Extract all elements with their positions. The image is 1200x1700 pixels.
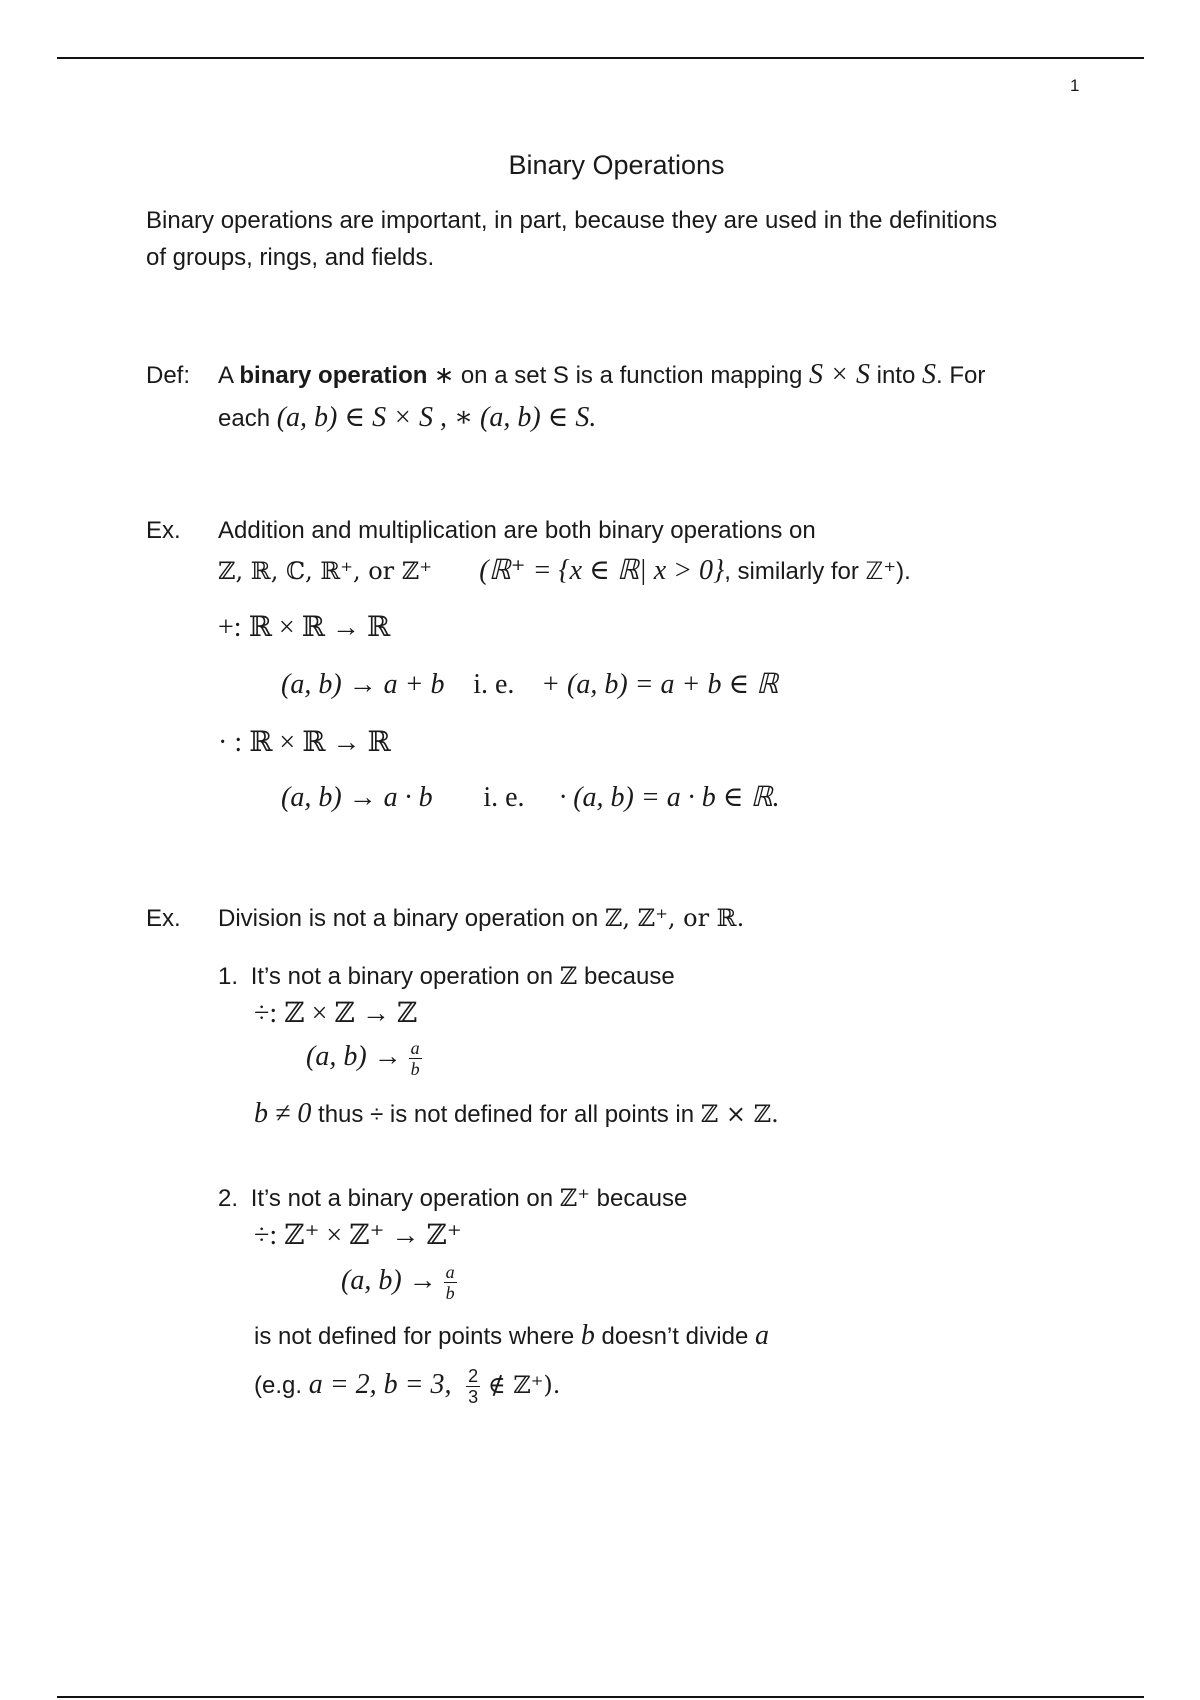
plus-result: + (a, b) = a + b ∈ ℝ <box>541 669 779 700</box>
item2-line-4 <box>254 1318 769 1355</box>
item2-line5-a: (e.g. <box>254 1371 309 1399</box>
page-title: Binary Operations <box>508 150 725 180</box>
item1-rule: (a, b) → <box>306 1040 409 1072</box>
item1-heading <box>218 958 675 995</box>
item2-line5-frac-num: 2 <box>468 1366 479 1386</box>
item1-frac-num: a <box>410 1038 420 1058</box>
item2-line4-d: a <box>754 1320 769 1351</box>
definition-line-2 <box>218 400 596 437</box>
example2-line-1 <box>218 900 744 937</box>
example1-line-1: Addition and multiplication are both binary operations on <box>218 517 816 544</box>
definition-term: binary operation <box>239 362 428 389</box>
item1-rule-line <box>306 1038 422 1079</box>
item1-map: ÷: ℤ × ℤ → ℤ <box>254 998 418 1029</box>
dot-map: · : ℝ × ℝ → ℝ <box>218 727 391 758</box>
example1-similarly: , similarly for ℤ⁺). <box>724 558 911 585</box>
plus-ie: i. e. <box>473 669 515 700</box>
example1-line-2 <box>218 553 911 590</box>
definition-line2-text: each <box>218 405 277 432</box>
dot-ie: i. e. <box>483 782 525 813</box>
definition-math-1: S × S <box>809 359 870 390</box>
item1-cond-set: ℤ × ℤ. <box>700 1100 779 1128</box>
definition-line2-math: (a, b) ∈ S × S , ∗ (a, b) ∈ S. <box>276 402 597 433</box>
plus-rule: (a, b) → a + b <box>281 669 445 700</box>
dot-result: · (a, b) = a · b ∈ ℝ. <box>559 782 780 813</box>
example2-label: Ex. <box>146 905 181 932</box>
item2-text-b: because <box>589 1185 688 1212</box>
definition-text-b: ∗ on a set S is a function mapping <box>427 362 810 389</box>
item2-line5-math: a = 2, b = 3, <box>308 1368 452 1400</box>
plus-map: +: ℝ × ℝ → ℝ <box>218 612 391 643</box>
intro-line-1: Binary operations are important, in part, because they are used in the definitions <box>146 207 998 234</box>
item2-line5-fraction <box>466 1366 480 1407</box>
item2-frac-num: a <box>445 1262 455 1282</box>
definition-text-d: . For <box>935 362 986 389</box>
page-number: 1 <box>1070 76 1080 95</box>
definition-line-1 <box>218 357 985 394</box>
item1-cond-math: b ≠ 0 <box>254 1098 312 1129</box>
definition-text-c: into <box>869 362 922 389</box>
item2-rule: (a, b) → <box>341 1264 444 1296</box>
item1-set: ℤ <box>559 962 578 990</box>
item2-line4-a: is not defined for points where <box>254 1323 581 1350</box>
item2-set: ℤ⁺ <box>559 1184 590 1212</box>
item1-fraction <box>409 1038 422 1079</box>
item2-line-5 <box>254 1366 560 1407</box>
item2-line4-c: doesn’t divide <box>594 1323 755 1350</box>
bottom-rule <box>57 1696 1144 1698</box>
intro-line-2: of groups, rings, and fields. <box>146 244 435 271</box>
dot-rule-line <box>281 780 780 817</box>
plus-rule-line <box>281 667 778 704</box>
dot-rule: (a, b) → a · b <box>281 782 433 813</box>
example2-sets: ℤ, ℤ⁺, or ℝ. <box>604 904 745 932</box>
definition-label: Def: <box>146 362 191 389</box>
example1-rplus-def: (ℝ⁺ = {x ∈ ℝ| x > 0} <box>479 555 725 586</box>
item2-line5-tail: ∉ ℤ⁺). <box>480 1370 561 1399</box>
example1-sets: ℤ, ℝ, ℂ, ℝ⁺, or ℤ⁺ <box>218 557 432 585</box>
definition-math-2: S <box>921 359 936 390</box>
item2-text-a: It’s not a binary operation on <box>250 1185 560 1212</box>
example1-label: Ex. <box>146 517 181 544</box>
item2-map: ÷: ℤ⁺ × ℤ⁺ → ℤ⁺ <box>254 1220 462 1251</box>
item1-condition <box>254 1096 779 1133</box>
item2-line5-frac-den: 3 <box>468 1387 479 1407</box>
item2-number: 2. <box>218 1185 239 1212</box>
item2-frac-den: b <box>445 1283 455 1303</box>
item1-frac-den: b <box>410 1059 420 1079</box>
item2-fraction <box>444 1262 457 1303</box>
item1-text-b: because <box>577 963 675 990</box>
top-rule <box>57 57 1144 59</box>
definition-text-a: A <box>218 362 240 389</box>
example2-text: Division is not a binary operation on <box>218 905 605 932</box>
item1-cond-text: thus ÷ is not defined for all points in <box>311 1101 701 1128</box>
item1-number: 1. <box>218 963 239 990</box>
item1-text-a: It’s not a binary operation on <box>250 963 560 990</box>
item2-line4-b: b <box>580 1320 595 1351</box>
item2-heading <box>218 1180 687 1217</box>
item2-rule-line <box>341 1262 457 1303</box>
